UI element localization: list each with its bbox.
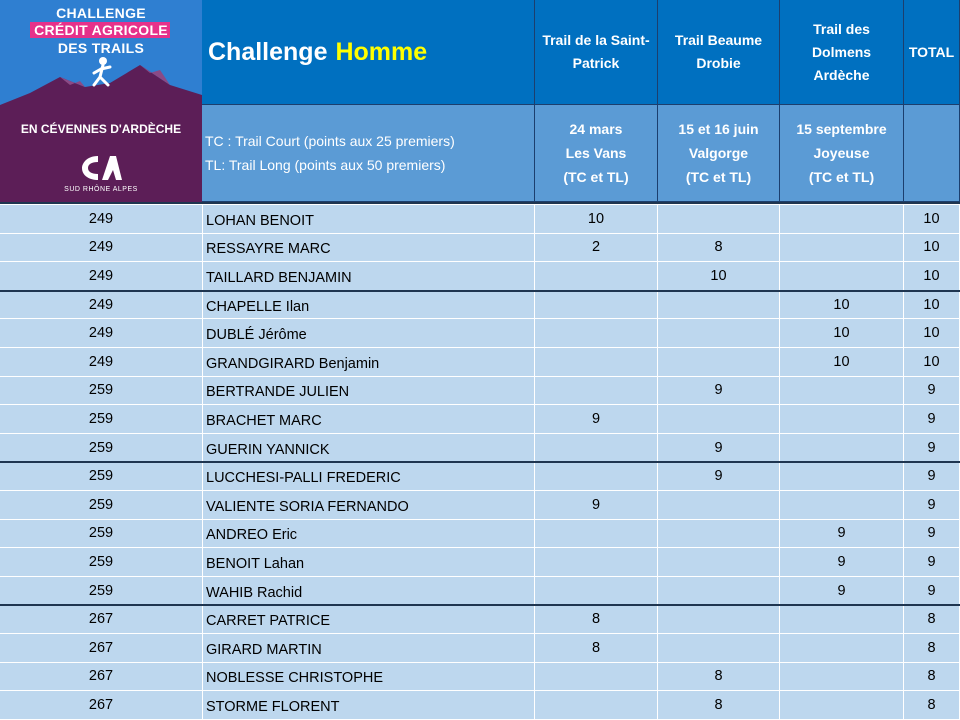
name-cell: VALIENTE SORIA FERNANDO <box>203 491 535 519</box>
table-row <box>0 377 960 406</box>
name-cell: BERTRANDE JULIEN <box>203 377 535 405</box>
race-date: 15 et 16 juin <box>678 121 759 137</box>
race-name-line: Ardèche <box>813 66 870 83</box>
points-saint-patrick-cell: 9 <box>535 405 658 433</box>
race-place: Valgorge <box>688 145 749 161</box>
points-dolmens-ardeche-cell <box>780 234 904 262</box>
total-cell: 9 <box>904 577 960 605</box>
challenge-logo <box>0 0 202 202</box>
points-saint-patrick-cell: 2 <box>535 234 658 262</box>
points-saint-patrick-cell <box>535 548 658 576</box>
table-row <box>0 434 960 463</box>
points-dolmens-ardeche-cell <box>780 462 904 490</box>
total-cell: 9 <box>904 434 960 462</box>
points-beaume-drobie-cell <box>658 548 780 576</box>
rank-cell: 249 <box>0 348 203 376</box>
logo-subtitle: SUD RHÔNE ALPES <box>64 186 138 193</box>
name-cell: CHAPELLE Ilan <box>203 291 535 319</box>
race-name-line: Dolmens <box>811 43 872 60</box>
points-dolmens-ardeche-cell <box>780 205 904 233</box>
points-dolmens-ardeche-cell <box>780 405 904 433</box>
points-dolmens-ardeche-cell: 9 <box>780 577 904 605</box>
points-saint-patrick-cell <box>535 291 658 319</box>
legend <box>202 105 535 202</box>
total-cell: 8 <box>904 634 960 662</box>
total-cell: 9 <box>904 405 960 433</box>
points-beaume-drobie-cell <box>658 348 780 376</box>
race-date: 24 mars <box>569 121 623 137</box>
table-row <box>0 405 960 434</box>
name-cell: CARRET PATRICE <box>203 605 535 633</box>
rank-cell: 267 <box>0 634 203 662</box>
points-saint-patrick-cell <box>535 663 658 691</box>
points-beaume-drobie-cell <box>658 605 780 633</box>
logo-line-credit-agricole: CRÉDIT AGRICOLE <box>34 22 168 38</box>
points-beaume-drobie-cell: 8 <box>658 234 780 262</box>
name-cell: STORME FLORENT <box>203 691 535 719</box>
legend-tl: TL: Trail Long (points aux 50 premiers) <box>205 157 446 173</box>
total-cell: 9 <box>904 520 960 548</box>
page-title <box>202 0 535 105</box>
points-beaume-drobie-cell: 9 <box>658 462 780 490</box>
total-cell: 8 <box>904 663 960 691</box>
rank-cell: 249 <box>0 291 203 319</box>
points-saint-patrick-cell <box>535 462 658 490</box>
points-beaume-drobie-cell <box>658 634 780 662</box>
points-saint-patrick-cell <box>535 520 658 548</box>
points-beaume-drobie-cell: 10 <box>658 262 780 290</box>
row-separator <box>0 290 960 292</box>
table-row <box>0 462 960 491</box>
points-dolmens-ardeche-cell: 10 <box>780 319 904 347</box>
rank-cell: 267 <box>0 605 203 633</box>
race-date: 15 septembre <box>796 121 887 137</box>
race-info-beaume-drobie <box>658 105 780 202</box>
table-row <box>0 605 960 634</box>
points-beaume-drobie-cell <box>658 520 780 548</box>
table-row <box>0 691 960 720</box>
table-row <box>0 234 960 263</box>
race-name-line: Trail des <box>813 20 870 37</box>
points-beaume-drobie-cell: 9 <box>658 434 780 462</box>
race-type: (TC et TL) <box>563 169 629 185</box>
table-row <box>0 577 960 606</box>
total-cell: 10 <box>904 205 960 233</box>
rank-cell: 267 <box>0 663 203 691</box>
points-dolmens-ardeche-cell <box>780 605 904 633</box>
total-cell: 9 <box>904 462 960 490</box>
race-name-line: Trail Beaume <box>674 32 763 48</box>
points-saint-patrick-cell <box>535 348 658 376</box>
table-row <box>0 634 960 663</box>
name-cell: DUBLÉ Jérôme <box>203 319 535 347</box>
points-saint-patrick-cell <box>535 377 658 405</box>
row-separator <box>0 461 960 463</box>
points-dolmens-ardeche-cell <box>780 691 904 719</box>
table-row <box>0 520 960 549</box>
header-separator <box>0 202 960 204</box>
legend-tc: TC : Trail Court (points aux 25 premiers) <box>205 133 455 149</box>
name-cell: LUCCHESI-PALLI FREDERIC <box>203 462 535 490</box>
rank-cell: 249 <box>0 262 203 290</box>
rank-cell: 249 <box>0 319 203 347</box>
race-header-dolmens-ardeche <box>780 0 904 105</box>
logo-band-text: EN CÉVENNES D'ARDÈCHE <box>20 122 182 136</box>
total-cell: 10 <box>904 234 960 262</box>
total-header-blank <box>904 105 960 202</box>
table-row <box>0 205 960 234</box>
race-name-line: Trail de la Saint- <box>542 32 650 48</box>
rank-cell: 249 <box>0 234 203 262</box>
points-beaume-drobie-cell <box>658 577 780 605</box>
points-saint-patrick-cell: 8 <box>535 634 658 662</box>
total-cell: 10 <box>904 319 960 347</box>
race-type: (TC et TL) <box>685 169 752 185</box>
points-beaume-drobie-cell <box>658 319 780 347</box>
points-beaume-drobie-cell <box>658 405 780 433</box>
points-dolmens-ardeche-cell: 10 <box>780 348 904 376</box>
points-dolmens-ardeche-cell <box>780 434 904 462</box>
points-saint-patrick-cell: 10 <box>535 205 658 233</box>
points-beaume-drobie-cell <box>658 291 780 319</box>
points-dolmens-ardeche-cell <box>780 377 904 405</box>
rank-cell: 267 <box>0 691 203 719</box>
rank-cell: 259 <box>0 462 203 490</box>
points-saint-patrick-cell: 8 <box>535 605 658 633</box>
race-name-line: Patrick <box>572 55 620 71</box>
points-saint-patrick-cell <box>535 262 658 290</box>
rank-cell: 259 <box>0 548 203 576</box>
points-beaume-drobie-cell <box>658 491 780 519</box>
rank-cell: 259 <box>0 434 203 462</box>
table-row <box>0 291 960 320</box>
rank-cell: 259 <box>0 377 203 405</box>
rank-cell: 249 <box>0 205 203 233</box>
race-info-dolmens-ardeche <box>780 105 904 202</box>
total-cell: 8 <box>904 691 960 719</box>
total-cell: 10 <box>904 262 960 290</box>
race-header-saint-patrick <box>535 0 658 105</box>
points-saint-patrick-cell <box>535 319 658 347</box>
points-beaume-drobie-cell: 8 <box>658 663 780 691</box>
table-row <box>0 319 960 348</box>
logo-line-challenge: CHALLENGE <box>56 5 146 21</box>
points-dolmens-ardeche-cell <box>780 663 904 691</box>
mountain-runner-icon <box>0 55 202 115</box>
table-row <box>0 548 960 577</box>
points-dolmens-ardeche-cell: 9 <box>780 548 904 576</box>
table-row <box>0 262 960 291</box>
points-dolmens-ardeche-cell <box>780 634 904 662</box>
total-cell: 9 <box>904 377 960 405</box>
race-type: (TC et TL) <box>808 169 875 185</box>
name-cell: WAHIB Rachid <box>203 577 535 605</box>
race-place: Joyeuse <box>813 145 870 161</box>
points-beaume-drobie-cell: 9 <box>658 377 780 405</box>
total-header: TOTAL <box>904 0 960 105</box>
name-cell: RESSAYRE MARC <box>203 234 535 262</box>
points-saint-patrick-cell <box>535 577 658 605</box>
points-dolmens-ardeche-cell: 10 <box>780 291 904 319</box>
total-cell: 10 <box>904 291 960 319</box>
points-saint-patrick-cell <box>535 434 658 462</box>
table-row <box>0 491 960 520</box>
points-dolmens-ardeche-cell <box>780 491 904 519</box>
race-place: Les Vans <box>565 145 627 161</box>
points-beaume-drobie-cell <box>658 205 780 233</box>
race-name-line: Drobie <box>696 55 741 71</box>
page-title-category: Homme <box>335 37 428 66</box>
total-cell: 9 <box>904 491 960 519</box>
rank-cell: 259 <box>0 577 203 605</box>
rank-cell: 259 <box>0 405 203 433</box>
table-row <box>0 348 960 377</box>
logo-line-des-trails: DES TRAILS <box>57 40 145 56</box>
rank-cell: 259 <box>0 491 203 519</box>
name-cell: GRANDGIRARD Benjamin <box>203 348 535 376</box>
row-separator <box>0 604 960 606</box>
race-header-beaume-drobie <box>658 0 780 105</box>
name-cell: BRACHET MARC <box>203 405 535 433</box>
table-row <box>0 663 960 692</box>
points-beaume-drobie-cell: 8 <box>658 691 780 719</box>
name-cell: ANDREO Eric <box>203 520 535 548</box>
points-saint-patrick-cell: 9 <box>535 491 658 519</box>
credit-agricole-logo-icon <box>78 150 124 184</box>
total-cell: 8 <box>904 605 960 633</box>
page-title-main: Challenge <box>208 37 328 66</box>
rank-cell: 259 <box>0 520 203 548</box>
points-dolmens-ardeche-cell <box>780 262 904 290</box>
name-cell: GIRARD MARTIN <box>203 634 535 662</box>
name-cell: GUERIN YANNICK <box>203 434 535 462</box>
total-cell: 9 <box>904 548 960 576</box>
name-cell: NOBLESSE CHRISTOPHE <box>203 663 535 691</box>
name-cell: BENOIT Lahan <box>203 548 535 576</box>
name-cell: TAILLARD BENJAMIN <box>203 262 535 290</box>
total-cell: 10 <box>904 348 960 376</box>
points-saint-patrick-cell <box>535 691 658 719</box>
name-cell: LOHAN BENOIT <box>203 205 535 233</box>
points-dolmens-ardeche-cell: 9 <box>780 520 904 548</box>
race-info-saint-patrick <box>535 105 658 202</box>
